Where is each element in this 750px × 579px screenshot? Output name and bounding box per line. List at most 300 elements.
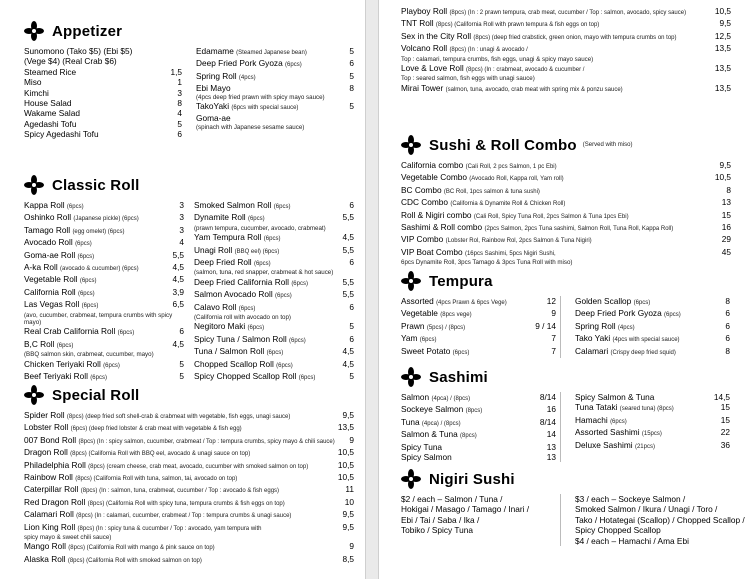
menu-item (401, 333, 556, 345)
menu-item-price: 6 (349, 333, 354, 344)
menu-item-note: (8pcs) (In : crabmeat, avocado & cucumber / (466, 67, 585, 74)
nigiri-line: Smoked Salmon / Ikura / Unagi / Toro / (575, 504, 718, 515)
menu-item-note: (16pcs Sashimi, 5pcs Nigiri Sushi, (464, 250, 556, 257)
nigiri-list-left (401, 494, 561, 546)
menu-item-name-cell (401, 333, 548, 345)
menu-item-price: 7 (551, 345, 556, 356)
menu-item (24, 447, 354, 459)
menu-item-note: (Cali Roll, Spicy Tuna Roll, 2pcs Salmon & Tuna 1pcs Ebi) (473, 213, 629, 220)
menu-item-price: 12,5 (714, 30, 731, 41)
menu-item-price: 10,5 (714, 172, 731, 183)
menu-item-name-cell (196, 101, 346, 113)
menu-item-name: Assorted (401, 296, 434, 306)
menu-item (194, 346, 354, 358)
menu-item-name: Deep Fried Pork Gyoza (196, 58, 283, 69)
menu-item (24, 237, 184, 249)
menu-item-name-cell (194, 245, 339, 257)
menu-item-name-cell (401, 346, 548, 358)
menu-item-price: 6 (349, 58, 354, 69)
menu-item-name: VIP Boat Combo (401, 246, 463, 257)
menu-item-name: TakoYaki (196, 101, 230, 112)
menu-item (24, 225, 184, 237)
combo-header (401, 134, 731, 156)
appetizer-title: Appetizer (52, 22, 123, 40)
menu-item-name: Goma-ae Roll (24, 249, 76, 260)
menu-item (401, 222, 731, 234)
menu-item-name: Real Crab California Roll (24, 326, 116, 337)
menu-item-name: Spider Roll (24, 410, 65, 420)
menu-item-name-cell (24, 46, 179, 56)
menu-item-note: (8pcs) (In : spicy salmon, cucumber, crabmeat / Top : tempura crumbs, spicy mayo & chili sauce) (78, 438, 335, 445)
menu-item-note: (2pcs Salmon, 2pcs Tuna sashimi, Salmon Roll, Tuna Roll, Kappa Roll) (484, 226, 674, 233)
menu-item-price: 5,5 (172, 249, 184, 260)
menu-item-note: (8pcs) (California Roll with BBQ eel, avocado & unagi sauce on top) (70, 451, 251, 458)
menu-item-note: (6pcs) (247, 216, 265, 223)
menu-item-description: (prawn tempura, cucumber, avocado, crabmeat) (194, 224, 326, 232)
menu-item-name-cell (401, 404, 544, 416)
menu-item-name-cell (24, 422, 335, 434)
menu-item-name: Kappa Roll (24, 200, 65, 210)
menu-item-price: 13,5 (714, 43, 731, 54)
menu-item-name-cell (196, 83, 346, 93)
menu-item-price (179, 56, 182, 66)
menu-item-note: (Steamed Japanese bean) (236, 50, 307, 56)
menu-item-name: Oshinko Roll (24, 212, 72, 223)
menu-item-name: California Roll (24, 286, 76, 297)
menu-item (194, 321, 354, 333)
menu-item-note: (6pcs) (deep fried lobster & crab meat with vegetable & fish egg) (70, 426, 242, 433)
tempura-header (401, 270, 731, 292)
menu-item-name: Agedashi Tofu (24, 118, 77, 129)
flower-icon (401, 469, 421, 489)
menu-item (24, 250, 184, 262)
menu-item-price: 4 (177, 108, 182, 119)
menu-item-price: 16 (546, 404, 556, 415)
menu-item (24, 299, 184, 311)
menu-item-name-cell (401, 83, 712, 95)
menu-item (24, 262, 184, 274)
menu-item-price: 10 (344, 496, 354, 507)
menu-item-note: (egg omelet) (6pcs) (72, 228, 125, 235)
menu-item-note: (8pcs) (deep fried soft shell-crab & crabmeat with vegetable, fish eggs, unagi sauce) (66, 414, 291, 420)
appetizer-list-left (24, 46, 182, 140)
menu-item-name: Love & Love Roll (401, 63, 464, 74)
menu-item-name-cell (401, 442, 544, 452)
menu-item-name-cell (575, 321, 722, 333)
menu-item (575, 440, 730, 452)
menu-item-name: Tamago Roll (24, 224, 71, 235)
menu-item-price: 1 (177, 77, 182, 88)
menu-item-note: (4pca) / (8pcs) (421, 420, 461, 427)
menu-item (24, 326, 184, 338)
menu-item-name-cell (401, 210, 719, 222)
menu-item-note: (6pcs) (610, 418, 627, 425)
menu-item (24, 108, 182, 118)
menu-item-note: (6pcs) (419, 337, 437, 344)
menu-item-note: (seared tuna) (8pcs) (619, 406, 674, 413)
nigiri-line: $2 / each – Salmon / Tuna / (401, 494, 503, 504)
menu-item-name: Mirai Tower (401, 82, 444, 93)
menu-item-price: 6,5 (172, 299, 184, 310)
menu-item (24, 129, 182, 139)
menu-item-name: Las Vegas Roll (24, 299, 80, 310)
menu-item (575, 321, 730, 333)
menu-item-name-cell (24, 88, 174, 98)
nigiri-header (401, 468, 731, 490)
menu-item-note: (6pcs) (103, 362, 120, 369)
menu-item-price: 15 (720, 402, 730, 413)
menu-item-name-cell (194, 346, 339, 358)
menu-item-note: (6pcs) (266, 350, 284, 357)
menu-item-name: Sashimi & Roll combo (401, 222, 483, 233)
menu-item-name: Chopped Scallop Roll (194, 358, 274, 369)
menu-item-price: 13,5 (714, 82, 731, 93)
menu-item-name: Deep Fried California Roll (194, 276, 289, 287)
menu-item-price: 4,5 (172, 338, 184, 349)
menu-item-name-cell (24, 200, 176, 212)
menu-item-name-cell (194, 289, 339, 301)
menu-item-name: A-ka Roll (24, 262, 58, 273)
menu-item-note: (8pcs) (In : unagi & avocado / (449, 47, 528, 54)
menu-item-price: 5 (349, 101, 354, 112)
menu-item-name-cell (24, 56, 179, 66)
menu-item-description: 6pcs Dynamite Roll, 3pcs Tamago & 3pcs Tuna Roll with miso) (401, 259, 573, 267)
menu-item (24, 287, 184, 299)
menu-item-name-cell (194, 232, 339, 244)
menu-item-note: (6pcs) (273, 204, 291, 210)
menu-item-price: 8 (177, 98, 182, 109)
menu-item-price: 9 / 14 (535, 320, 556, 331)
menu-item-name: Avocado Roll (24, 237, 73, 248)
menu-item (24, 119, 182, 129)
menu-item-price: 9 (551, 308, 556, 319)
menu-item (194, 289, 354, 301)
menu-item-note: (salmon, tuna, avocado, crab meat with spring mix & ponzu sauce) (445, 86, 623, 93)
menu-item-price: 13 (546, 452, 556, 463)
menu-item-note: (Avocado Roll, Kappa roll, Yam roll) (469, 176, 564, 183)
menu-item (24, 497, 354, 509)
menu-item-price: 6 (725, 308, 730, 319)
menu-item-name-cell (401, 429, 544, 441)
menu-item (194, 302, 354, 314)
menu-item-name: Playboy Roll (401, 6, 448, 16)
special-roll-header (24, 384, 354, 406)
menu-item-name: Golden Scallop (575, 296, 632, 306)
menu-item (194, 257, 354, 269)
menu-item-name: Spicy Salmon & Tuna (575, 392, 655, 402)
menu-item-note: (6pcs with special sauce) (231, 105, 299, 112)
menu-item-price: 5 (349, 321, 354, 332)
menu-item (575, 346, 730, 358)
menu-item (24, 67, 182, 77)
menu-item-name: 007 Bond Roll (24, 434, 77, 445)
menu-item-price: 3 (179, 224, 184, 235)
menu-item-description: (salmon, tuna, red snapper, crabmeat & hot sauce) (194, 269, 334, 277)
menu-item-name: B,C Roll (24, 338, 55, 349)
menu-item-note: (6pcs) (263, 236, 281, 243)
menu-item-price: 6 (725, 320, 730, 331)
special-roll-title: Special Roll (52, 386, 140, 404)
menu-item (575, 427, 730, 439)
menu-item (401, 417, 556, 429)
menu-item-name-cell (194, 302, 346, 314)
menu-item-price: 29 (721, 234, 731, 245)
nigiri-list-right (575, 494, 745, 546)
menu-item-note: (4pcs) (617, 324, 635, 331)
menu-item-name-cell (575, 440, 718, 452)
menu-item (194, 212, 354, 224)
menu-item-price: 3 (177, 87, 182, 98)
menu-item-name: Ebi Mayo (196, 83, 231, 94)
menu-item-name-cell (24, 472, 335, 484)
menu-item-name-cell (24, 77, 174, 87)
menu-item-name-cell (401, 31, 712, 43)
menu-item-note: (8pcs) (465, 408, 483, 415)
menu-item-name: California combo (401, 160, 464, 170)
menu-item (401, 452, 556, 462)
menu-item-price: 8 (349, 83, 354, 94)
menu-item-name-cell (24, 435, 346, 447)
menu-item (24, 509, 354, 521)
menu-item-price: 4,5 (342, 358, 354, 369)
menu-item-price: 6 (349, 200, 354, 210)
menu-item (194, 200, 354, 212)
menu-item-price: 14 (546, 429, 556, 440)
menu-item-name: Assorted Sashimi (575, 427, 640, 438)
menu-item-name: Vegetable (401, 308, 438, 319)
menu-item-price: 6 (349, 301, 354, 312)
menu-item-name: Calavo Roll (194, 301, 237, 312)
menu-item-price (351, 113, 354, 123)
menu-item (24, 88, 182, 98)
menu-item (575, 415, 730, 427)
menu-item (24, 472, 354, 484)
menu-item-name: Salmon (401, 392, 430, 402)
menu-item-name: Miso (24, 77, 42, 88)
menu-item-note: (6pcs) (90, 375, 107, 382)
menu-item-name-cell (24, 119, 174, 129)
menu-item-name: Wakame Salad (24, 108, 80, 119)
menu-item-note: (8pcs) (460, 433, 477, 440)
menu-item-name: Chicken Teriyaki Roll (24, 358, 101, 369)
menu-item-name-cell (575, 346, 722, 358)
menu-item-name-cell (194, 200, 346, 212)
menu-item-name-cell (24, 129, 174, 139)
menu-item-price: 15 (721, 209, 731, 220)
menu-item-price (179, 46, 182, 56)
sashimi-section (401, 366, 731, 462)
menu-item-note: (California & Dynamite Roll & Chicken Roll) (450, 201, 566, 208)
menu-item-description: (BBQ salmon skin, crabmeat, cucumber, mayo) (24, 351, 154, 359)
menu-item-name: Volcano Roll (401, 43, 448, 54)
menu-item-name-cell (24, 484, 342, 496)
menu-item-price: 12 (546, 296, 556, 306)
menu-item-name: TNT Roll (401, 18, 434, 29)
menu-item-price: 9 (349, 541, 354, 552)
menu-item-name: Deep Fried Roll (194, 257, 252, 268)
menu-item-note: (Lobster Rol, Rainbow Rol, 2pcs Salmon & Tuna Nigiri) (445, 238, 592, 245)
menu-item-note: (Cali Roll, 2 pcs Salmon, 1 pc Ebi) (465, 164, 557, 170)
menu-item-name: Alaska Roll (24, 553, 66, 564)
menu-item-name-cell (575, 402, 718, 414)
menu-item-name-cell (24, 67, 167, 77)
menu-item-name-cell (194, 212, 339, 224)
menu-item (24, 541, 354, 553)
menu-item-price: 11 (345, 484, 354, 495)
menu-item-name: Lion King Roll (24, 521, 76, 532)
menu-item (575, 308, 730, 320)
menu-item-name: Spring Roll (196, 70, 237, 81)
menu-item-price: 3 (179, 212, 184, 223)
menu-item (401, 442, 556, 452)
menu-item-name: Edamame (196, 46, 234, 56)
menu-item (24, 274, 184, 286)
menu-item-price: 15 (720, 414, 730, 425)
nigiri-line: Ebi / Tai / Saba / Ika / (401, 514, 480, 525)
menu-item-name-cell (24, 522, 339, 534)
menu-item-note: (6pcs) (289, 337, 306, 344)
menu-item (401, 321, 556, 333)
menu-item-price: 8 (725, 345, 730, 356)
menu-item-name: Hamachi (575, 414, 608, 425)
menu-item-price: 6 (725, 333, 730, 344)
menu-item-name-cell (24, 371, 176, 383)
menu-item-note: (8pcs) (In : spicy tuna & cucumber / Top : avocado, yam tempura with (77, 525, 262, 532)
menu-item-price: 14,5 (713, 392, 730, 402)
menu-item-name: BC Combo (401, 184, 442, 195)
menu-item-note: (8pcs) (deep fried crabstick, green onion, mayo with tempura crumbs on top) (473, 34, 677, 41)
tempura-title: Tempura (429, 272, 493, 290)
menu-item-price: 7 (551, 333, 556, 344)
menu-item-name-cell (24, 326, 176, 338)
menu-item (401, 346, 556, 358)
menu-item-name-cell (401, 197, 719, 209)
classic-roll-list-right (194, 200, 354, 384)
sashimi-header (401, 366, 731, 388)
menu-item-name-cell (24, 225, 176, 237)
menu-item-note: (6pcs) (79, 278, 97, 285)
menu-item-description: spicy mayo & sweet chili sauce) (24, 534, 112, 542)
menu-item-note: (6pcs) (285, 62, 302, 69)
menu-item (24, 484, 354, 496)
menu-item-name-cell (575, 333, 722, 345)
menu-item-name: Prawn (401, 320, 425, 331)
special-roll-continued-list (401, 6, 731, 95)
menu-item-name: Dynamite Roll (194, 212, 246, 223)
menu-item-price: 10,5 (337, 472, 354, 483)
classic-roll-list-left (24, 200, 184, 384)
combo-title-note: (Served with miso) (582, 142, 633, 148)
sashimi-list-right (575, 392, 730, 462)
menu-item-note: (6pcs) (247, 325, 265, 332)
menu-item-note: (6pcs) (291, 280, 308, 287)
menu-item-price: 8 (726, 184, 731, 195)
menu-page-left (0, 0, 366, 579)
menu-item-name: Sex in the City Roll (401, 30, 472, 41)
menu-item-description: (4pcs deep fried prawn with spicy mayo sauce) (196, 93, 325, 101)
menu-item-note: (8pcs vege) (440, 312, 472, 319)
menu-item (401, 185, 731, 197)
menu-item-note: (6pcs) (452, 349, 470, 356)
menu-item-name-cell (24, 554, 339, 566)
menu-item-name: Sockeye Salmon (401, 404, 464, 415)
menu-item-price: 5,5 (342, 289, 354, 300)
menu-item-name-cell (196, 113, 351, 123)
menu-item-note: (8pcs) (California Roll with mango & pink sauce on top) (68, 545, 215, 552)
combo-section (401, 134, 731, 267)
menu-item-note: (4pca) / (8pcs) (431, 396, 471, 402)
menu-item-name: Kimchi (24, 87, 49, 98)
menu-item (194, 232, 354, 244)
menu-item-note: (8pcs) (In : calamari, cucumber, crabmeat / Top : tempura crumbs & unagi sauce) (76, 513, 292, 520)
menu-item-name: Vegetable Roll (24, 274, 78, 285)
menu-item (575, 392, 730, 402)
menu-item-note: (8pcs) (In : salmon, tuna, crabmeat, cucumber / Top : avocado & fish eggs) (80, 488, 280, 495)
menu-item-name-cell (194, 321, 346, 333)
menu-item-name-cell (24, 274, 169, 286)
tempura-list-left (401, 296, 561, 358)
menu-item-name-cell (401, 247, 719, 259)
menu-item (196, 58, 354, 70)
menu-item-price: 8 (725, 296, 730, 306)
sashimi-title: Sashimi (429, 368, 488, 386)
menu-item-note: (8pcs) (California Roll with tuna, salmon, tai, avocado on top) (75, 476, 238, 483)
menu-item-price: 13,5 (714, 63, 731, 74)
menu-item-name-cell (575, 392, 711, 402)
menu-item-price: 9,5 (342, 410, 354, 420)
menu-item (24, 56, 182, 66)
menu-item-name-cell (24, 287, 169, 299)
menu-item (401, 63, 731, 75)
menu-item-note: (6pcs) (117, 330, 135, 337)
menu-item (24, 422, 354, 434)
nigiri-title: Nigiri Sushi (429, 470, 515, 488)
menu-item-price: 9,5 (342, 521, 354, 532)
menu-item (24, 98, 182, 108)
menu-item-name: House Salad (24, 98, 72, 109)
menu-item-name-cell (24, 250, 169, 262)
menu-item-name-cell (401, 6, 712, 18)
menu-item-name-cell (401, 43, 712, 55)
menu-item-note: (BBQ eel) (6pcs) (234, 248, 280, 255)
menu-item-note: (4pcs) (238, 74, 256, 81)
menu-item-price: 5 (179, 358, 184, 369)
menu-item (401, 31, 731, 43)
menu-item-name-cell (24, 212, 176, 224)
menu-item-price: 5 (349, 70, 354, 81)
menu-item-name-cell (401, 417, 537, 429)
menu-item-name: Salmon & Tuna (401, 429, 458, 440)
sashimi-list-left (401, 392, 561, 462)
menu-item (401, 18, 731, 30)
menu-item-name-cell (575, 308, 722, 320)
menu-item-name-cell (24, 447, 335, 459)
menu-item-name: Steamed Rice (24, 66, 77, 77)
menu-item-name: (Vege $4) (Real Crab $6) (24, 56, 117, 67)
nigiri-section (401, 468, 745, 546)
menu-item-price: 3 (179, 200, 184, 210)
menu-item-name: Calamari Roll (24, 509, 74, 520)
menu-item-description: (spinach with Japanese sesame sauce) (196, 123, 305, 131)
menu-item-note: (avocado & cucumber) (6pcs) (59, 266, 139, 273)
menu-item-name: Philadelphia Roll (24, 459, 86, 470)
menu-item-note: (4pcs Prawn & 6pcs Vege) (436, 300, 507, 306)
menu-item-price: 10,5 (337, 447, 354, 458)
menu-item (401, 172, 731, 184)
menu-item-name-cell (401, 63, 712, 75)
menu-item-name: Spicy Tuna (401, 441, 443, 452)
menu-item (196, 46, 354, 58)
